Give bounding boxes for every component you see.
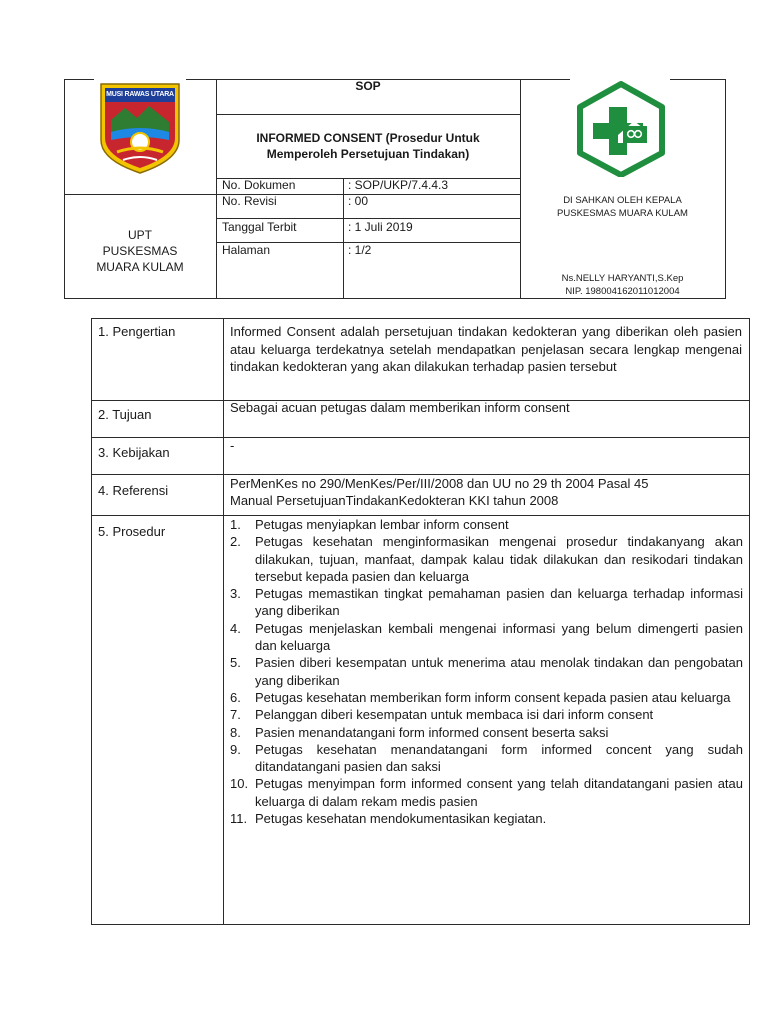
section-label-tujuan: 2. Tujuan xyxy=(98,407,152,422)
procedure-step xyxy=(230,516,743,533)
step-number: 1. xyxy=(230,517,241,532)
step-number: 8. xyxy=(230,724,241,740)
step-text: Petugas kesehatan menginformasikan mengenai prosedur tindakanyang akan dilakukan, tujuan, manfaat, dampak kalau tidak dilakukan dan resikodari tindakan tersebut kepada pasien dan keluarga xyxy=(255,534,743,584)
document-title-line2: Memperoleh Persetujuan Tindakan) xyxy=(266,147,470,161)
procedure-list xyxy=(230,516,743,827)
step-number: 10. xyxy=(230,776,249,792)
section-label-referensi: 4. Referensi xyxy=(98,483,169,498)
header-divider-right xyxy=(520,79,521,299)
header-divider-meta xyxy=(343,178,344,299)
procedure-step xyxy=(230,775,743,810)
procedure-step xyxy=(230,654,743,689)
content-column-divider xyxy=(223,318,224,925)
section-text-pengertian: Informed Consent adalah persetujuan tindakan kedokteran yang diberikan oleh pasien atau keluarga terdekatnya setelah mendapatkan penjelasan secara lengkap mengenai tindakan kedokteran yang akan dilakukan terhadap pasien tersebut xyxy=(230,324,742,374)
meta-doc-number-value: : SOP/UKP/7.4.4.3 xyxy=(348,178,449,192)
section-text-referensi-line1: PerMenKes no 290/MenKes/Per/III/2008 dan UU no 29 th 2004 Pasal 45 xyxy=(230,476,649,491)
unit-name-line2: PUSKESMAS xyxy=(102,244,178,258)
procedure-step xyxy=(230,741,743,776)
sop-label: SOP xyxy=(355,79,381,93)
meta-issue-date-label: Tanggal Terbit xyxy=(222,220,297,234)
step-text: Petugas kesehatan menandatangani form informed concent yang sudah ditandatangani pasien dan saksi xyxy=(255,741,743,775)
step-number: 3. xyxy=(230,586,241,602)
step-number: 4. xyxy=(230,620,241,636)
document-title-line1: INFORMED CONSENT (Prosedur Untuk xyxy=(256,131,480,145)
meta-issue-date-value: : 1 Juli 2019 xyxy=(348,220,413,234)
signer-nip: NIP. 198004162011012004 xyxy=(565,286,680,297)
header-divider-left xyxy=(216,79,217,299)
procedure-step xyxy=(230,585,743,620)
step-text: Petugas memastikan tingkat pemahaman pasien dan keluarga terhadap informasi yang diberikan xyxy=(255,586,743,619)
step-number: 2. xyxy=(230,534,241,550)
procedure-step xyxy=(230,533,743,585)
content-border-right xyxy=(749,318,750,925)
section-label-prosedur: 5. Prosedur xyxy=(98,524,166,539)
step-number: 7. xyxy=(230,707,241,723)
procedure-step xyxy=(230,689,743,706)
header-logo-divider xyxy=(64,194,216,195)
step-text: Pelanggan diberi kesempatan untuk membaca isi dari inform consent xyxy=(255,707,654,723)
step-number: 5. xyxy=(230,655,241,671)
meta-page-label: Halaman xyxy=(222,243,271,257)
section-label-kebijakan: 3. Kebijakan xyxy=(98,445,170,460)
meta-doc-number-label: No. Dokumen xyxy=(222,178,296,192)
approval-line1: DI SAHKAN OLEH KEPALA xyxy=(563,195,682,206)
unit-name-line1: UPT xyxy=(128,228,152,242)
step-text: Petugas menjelaskan kembali mengenai informasi yang belum dimengerti pasien dan keluarga xyxy=(255,620,743,654)
procedure-step xyxy=(230,620,743,655)
section-text-tujuan: Sebagai acuan petugas dalam memberikan inform consent xyxy=(230,400,570,415)
step-number: 6. xyxy=(230,689,241,705)
section-text-kebijakan: - xyxy=(230,438,235,453)
step-text: Pasien diberi kesempatan untuk menerima atau menolak tindakan dan pengobatan yang diberikan xyxy=(255,655,743,688)
unit-name-line3: MUARA KULAM xyxy=(96,260,184,274)
section-text-referensi-line2: Manual PersetujuanTindakanKedokteran KKI tahun 2008 xyxy=(230,493,559,508)
step-text: Petugas menyimpan form informed consent yang telah ditandatangani pasien atau keluarga di dalam rekam medis pasien xyxy=(255,776,743,809)
step-text: Petugas menyiapkan lembar inform consent xyxy=(255,517,509,532)
step-text: Pasien menandatangani form informed consent beserta saksi xyxy=(255,724,609,740)
approval-line2: PUSKESMAS MUARA KULAM xyxy=(557,208,688,219)
puskesmas-logo xyxy=(574,81,668,177)
content-border-top xyxy=(91,318,750,319)
meta-revision-label: No. Revisi xyxy=(222,194,277,208)
header-sop-divider xyxy=(216,114,520,115)
header-border-top-left xyxy=(64,79,94,80)
procedure-step xyxy=(230,706,743,723)
signer-name: Ns.NELLY HARYANTI,S.Kep xyxy=(561,273,684,284)
meta-revision-value: : 00 xyxy=(348,194,369,208)
header-border-top-right xyxy=(670,79,725,80)
procedure-step xyxy=(230,724,743,741)
section-label-pengertian: 1. Pengertian xyxy=(98,324,176,339)
step-number: 11. xyxy=(230,811,248,827)
header-meta-row-divider xyxy=(216,218,520,219)
logo-region-name: MUSI RAWAS UTARA xyxy=(106,91,174,98)
step-number: 9. xyxy=(230,741,241,757)
header-border-right xyxy=(725,79,726,299)
musi-rawas-utara-logo xyxy=(97,80,183,176)
meta-page-value: : 1/2 xyxy=(348,243,372,257)
step-text: Petugas kesehatan memberikan form inform consent kepada pasien atau keluarga xyxy=(255,689,731,705)
content-border-left xyxy=(91,318,92,925)
procedure-step xyxy=(230,810,743,827)
content-border-bottom xyxy=(91,924,750,925)
header-border-bottom xyxy=(64,298,725,299)
step-text: Petugas kesehatan mendokumentasikan kegiatan. xyxy=(255,811,547,827)
